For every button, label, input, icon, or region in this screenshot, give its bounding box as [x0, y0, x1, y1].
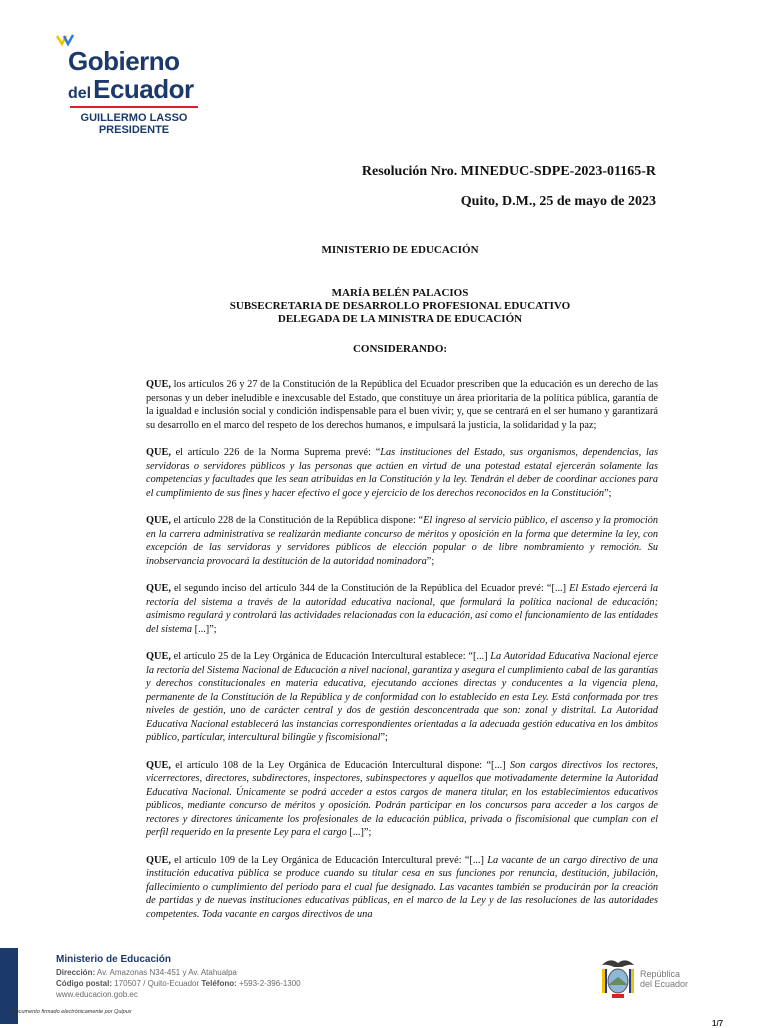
republica-ecuador-label: [640, 969, 688, 989]
logo-gobierno: Gobierno: [68, 46, 180, 76]
paragraph-text: el segundo inciso del artículo 344 de la Constitución de la República del Ecuador prevé: “[...]: [170, 583, 570, 594]
ministry-heading: MINISTERIO DE EDUCACIÓN: [321, 244, 479, 256]
logo-ecuador: [68, 74, 194, 105]
paragraph-quote: La vacante de un cargo directivo de una institución educativa pública se produce cuando su titular cesa en sus funciones por renuncia, destitución, jubilación, fallecimiento o cumplimiento del periodo para el cual fue designado. Las vacantes también se producirán por la creación de partidas y de nuevas instituciones educativas públicas, en el marco de la Ley y de las resoluciones de las autoridades competentes. Toda vacante en cargos directivos de una: [146, 854, 658, 920]
footer-phone-label: Teléfono:: [201, 979, 237, 988]
considerando-paragraph: [146, 582, 658, 636]
paragraph-quote: El Estado ejercerá la rectoría del sistema a través de la autoridad educativa nacional, que formulará la política nacional de educación; asimismo regulará y controlará las actividades relacionadas con la educación, así como el funcionamiento de las entidades del sistema: [146, 583, 658, 635]
logo-red-rule: [70, 106, 198, 108]
document-body: [146, 378, 658, 935]
paragraph-quote: La Autoridad Educativa Nacional ejerce la rectoría del Sistema Nacional de Educación a nivel nacional, garantiza y asegura el cumplimiento cabal de las garantías y derechos constitucionales en materia educativa, ejecutando acciones directas y conducentes a la vigencia plena, permanente de la Constitución de la República y de conformidad con lo establecido en esta Ley. Está conformada por tres niveles de gestión, uno de carácter central y dos de gestión desconcentrada que son: zonal y distrital. La Autoridad Educativa Nacional establecerá las instancias correspondientes orientadas a la adecuada gestión educativa en los ámbitos público, particular, intercultural bilingüe y fiscomisional: [146, 651, 659, 743]
footer-address-value: Av. Amazonas N34-451 y Av. Atahualpa: [95, 968, 237, 977]
footer-contact: [56, 954, 301, 1000]
coat-of-arms-icon: [598, 955, 638, 1001]
considering-heading: CONSIDERANDO:: [352, 343, 448, 355]
considerando-paragraph: [146, 514, 658, 568]
republic-line1: República: [640, 969, 681, 979]
signer-delegation: DELEGADA DE LA MINISTRA DE EDUCACIÓN: [277, 313, 523, 325]
paragraph-tail: [...]”;: [192, 623, 217, 635]
logo-del: del: [68, 85, 92, 102]
place-date: Quito, D.M., 25 de mayo de 2023: [460, 194, 656, 209]
logo-president: [72, 112, 196, 136]
resolution-number: Resolución Nro. MINEDUC-SDPE-2023-01165-R: [361, 164, 656, 179]
que-lead: QUE,: [146, 651, 171, 662]
que-lead: QUE,: [146, 447, 171, 458]
signer-name: MARÍA BELÉN PALACIOS: [331, 287, 469, 299]
considerando-paragraph: [146, 759, 658, 840]
footer-postal-label: Código postal:: [56, 979, 112, 988]
electronic-signature-note: * Documento firmado electrónicamente por Quipux: [8, 1009, 132, 1015]
paragraph-quote: Las instituciones del Estado, sus organismos, dependencias, las servidoras o servidores públicos y las personas que actúen en virtud de una potestad estatal ejercerán solamente las competencias y facultades que les sean atribuidas en la Constitución y la ley. Tendrán el deber de coordinar acciones para el cumplimiento de sus fines y hacer efectivo el goce y ejercicio de los derechos reconocidos en la Constitución: [146, 447, 658, 499]
page-number: 1/7: [712, 1019, 724, 1028]
paragraph-tail: ”;: [426, 555, 435, 567]
considerando-paragraph: [146, 378, 658, 432]
footer-ministry: Ministerio de Educación: [56, 954, 172, 965]
considerando-paragraph: [146, 854, 658, 922]
paragraph-quote: El ingreso al servicio público, el ascenso y la promoción en la carrera administrativa se realizarán mediante concurso de méritos y oposición en la forma que determine la ley, con excepción de las servidoras y servidores públicos de elección popular o de libre nombramiento y remoción. Su inobservancia provocará la destitución de la autoridad nominadora: [146, 515, 658, 567]
footer-address-label: Dirección:: [56, 968, 96, 977]
footer-phone-value: +593-2-396-1300: [236, 979, 301, 988]
paragraph-text: los artículos 26 y 27 de la Constitución de la República del Ecuador prescriben que la educación es un derecho de las personas y un deber ineludible e inexcusable del Estado, que constituye un área prioritaria de la política pública, garantía de la igualdad e inclusión social y condición indispensable para el buen vivir; y, que se centrará en el ser humano y garantizará su desarrollo en el marco del respeto de los derechos humanos, e impulsará la justicia, la solidaridad y la paz;: [146, 379, 658, 431]
que-lead: QUE,: [146, 759, 171, 771]
paragraph-tail: ”;: [604, 487, 612, 499]
que-lead: QUE,: [146, 515, 171, 526]
footer-postal-phone: [56, 978, 301, 989]
signer-role: SUBSECRETARIA DE DESARROLLO PROFESIONAL EDUCATIVO: [229, 300, 571, 312]
gobierno-logo: [50, 28, 210, 136]
que-lead: QUE,: [146, 583, 171, 594]
que-lead: QUE,: [146, 379, 171, 390]
paragraph-quote: Son cargos directivos los rectores, vicerrectores, directores, subdirectores, inspectores, subinspectores y aquellos que motivadamente determine la Autoridad Educativa Nacional. Únicamente se podrá acceder a estos cargos de manera titular, en los establecimientos educativos públicos, mediante concurso de méritos y oposición. Podrán participar en los concursos para acceder a los cargos de rectores y directores únicamente los profesionales de la educación pública, privada o fiscomisional que cumplan con el perfil requerido en la presente Ley para el cargo: [146, 759, 658, 838]
considerando-paragraph: [146, 650, 658, 745]
logo-president-name: GUILLERMO LASSO: [80, 112, 188, 124]
footer-address: [56, 967, 301, 978]
footer-website[interactable]: www.educacion.gob.ec: [56, 990, 138, 999]
paragraph-text: el artículo 228 de la Constitución de la República dispone: “: [170, 515, 424, 526]
logo-president-title: PRESIDENTE: [98, 124, 170, 136]
paragraph-tail: ”;: [380, 732, 388, 743]
paragraph-text: el artículo 25 de la Ley Orgánica de Educación Intercultural establece: “[...]: [170, 651, 491, 662]
republic-line2: del Ecuador: [640, 979, 689, 989]
paragraph-tail: [...]”;: [346, 827, 372, 838]
paragraph-text: el artículo 226 de la Norma Suprema prevé: “: [170, 447, 381, 458]
paragraph-text: el artículo 109 de la Ley Orgánica de Educación Intercultural prevé: “[...]: [170, 854, 488, 866]
logo-ecuador-word: Ecuador: [93, 74, 194, 104]
considerando-paragraph: [146, 446, 658, 500]
footer-postal-value: 170507 / Quito-Ecuador: [112, 979, 202, 988]
que-lead: QUE,: [146, 854, 171, 866]
paragraph-text: el artículo 108 de la Ley Orgánica de Educación Intercultural dispone: “[...]: [170, 759, 510, 771]
